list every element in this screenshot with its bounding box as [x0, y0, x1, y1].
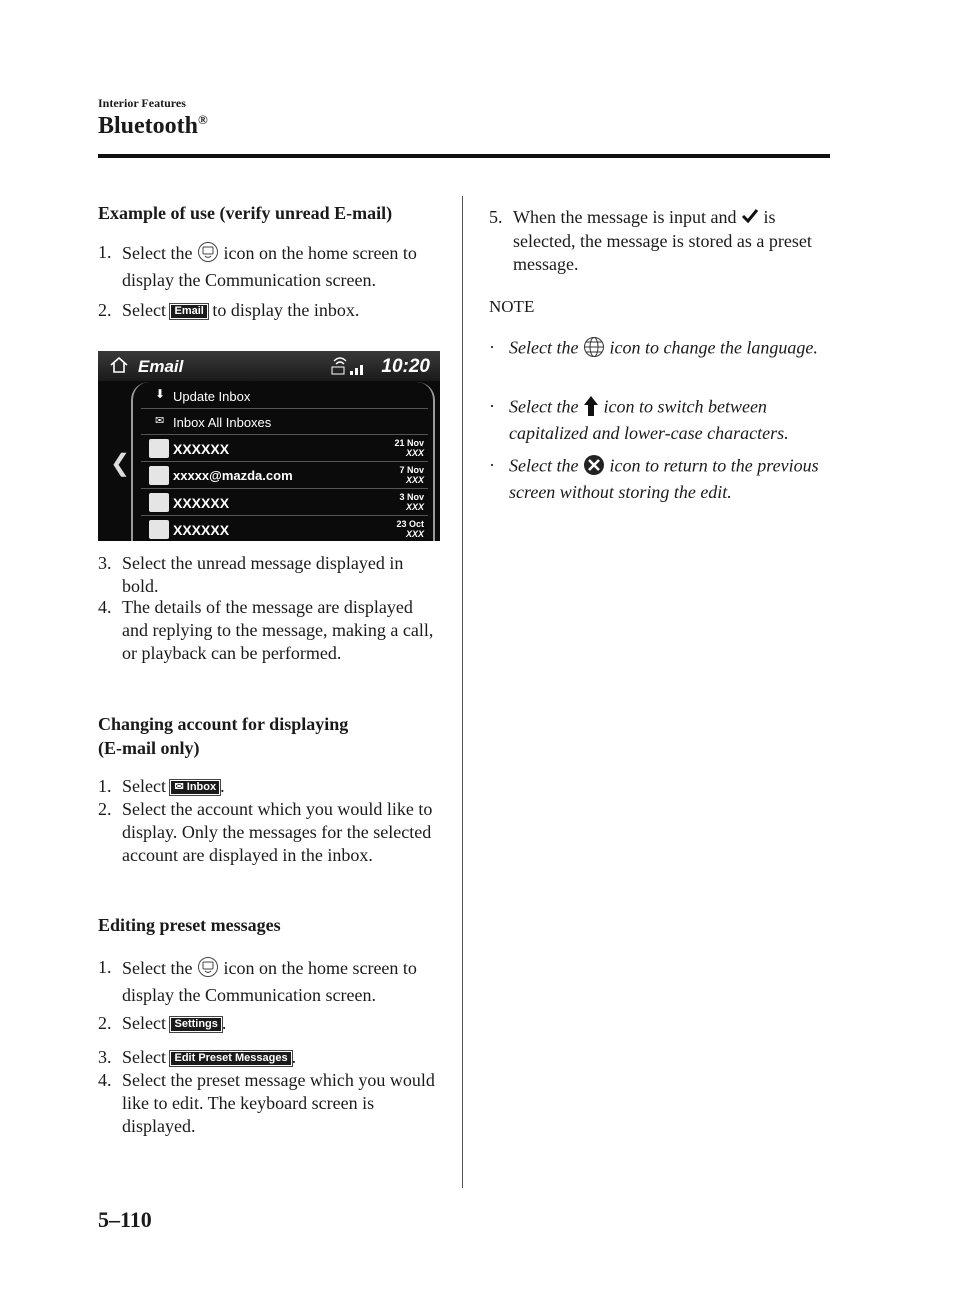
step-2 [98, 299, 443, 322]
heading-verify-email: Example of use (verify unread E-mail) [98, 203, 393, 223]
step-number: 2. [98, 1013, 112, 1033]
bullet: · [489, 455, 495, 475]
note-text: Select the [509, 396, 579, 417]
screen-title: Email [138, 357, 184, 376]
screen-header [98, 351, 440, 381]
list-item [141, 463, 428, 489]
step-number: 2. [98, 799, 112, 819]
registered-mark: ® [198, 112, 208, 127]
note-text-cont: icon to return to the previous screen without storing the edit. [509, 455, 819, 502]
screen-time: 10:20 [381, 356, 430, 377]
inbox-envelope-icon: ✉ [155, 415, 165, 427]
account-step-1 [98, 775, 443, 798]
note-text: Select the [509, 455, 579, 476]
cancel-x-icon [583, 454, 605, 481]
contact-avatar-icon [149, 520, 169, 539]
page-title [98, 112, 208, 140]
home-icon [110, 357, 128, 378]
bullet: · [489, 396, 495, 416]
heading-line: (E-mail only) [98, 738, 200, 758]
step-number: 3. [98, 553, 112, 573]
row-label: Inbox All Inboxes [173, 415, 272, 430]
list-item [141, 490, 428, 516]
step-text-cont: to display the inbox. [212, 300, 360, 320]
communication-icon [197, 241, 219, 269]
edit-preset-messages-button-image: Edit Preset Messages [170, 1051, 291, 1066]
note-text-cont: icon to change the language. [609, 337, 818, 358]
section-label: Interior Features [98, 96, 186, 110]
step-text-cont: . [221, 1013, 227, 1033]
edit-step-4 [98, 1069, 443, 1138]
list-item [141, 436, 428, 462]
edit-step-1 [98, 956, 443, 1007]
contact-avatar-icon [149, 493, 169, 512]
row-date [399, 492, 424, 512]
row-date [396, 519, 424, 539]
row-label: Update Inbox [173, 389, 251, 404]
step-text: When the message is input and [513, 207, 737, 227]
step-text-cont: . [291, 1047, 297, 1067]
status-icons [330, 355, 370, 382]
step-text: Select [122, 1013, 166, 1033]
date-text: 21 Nov [394, 438, 424, 448]
button-text: Inbox [186, 781, 217, 793]
row-label: XXXXXX [173, 441, 230, 457]
step-text: Select the [122, 243, 193, 264]
note-text: Select the [509, 337, 579, 358]
step-number: 2. [98, 300, 112, 320]
step-text-cont: icon on the home screen to display the Communication screen. [122, 958, 417, 1005]
row-date [399, 465, 424, 485]
globe-icon [583, 336, 605, 363]
header-rule [98, 154, 830, 158]
date-text: 3 Nov [399, 492, 424, 502]
heading-line: Changing account for displaying [98, 714, 349, 734]
edit-step-5 [489, 206, 824, 276]
list-item [141, 517, 428, 541]
date-text: 23 Oct [396, 519, 424, 529]
row-date [394, 438, 424, 458]
step-number: 1. [98, 957, 112, 977]
account-step-2 [98, 798, 443, 867]
inbox-button-image: ✉ Inbox [170, 780, 220, 795]
back-chevron-icon: ❮ [110, 450, 131, 477]
date-sub: XXX [405, 502, 424, 512]
heading-editing-preset: Editing preset messages [98, 915, 281, 935]
heading-changing-account [98, 712, 348, 760]
title-text: Bluetooth [98, 113, 199, 139]
step-text: Select the unread message displayed in bold. [122, 553, 404, 596]
step-4 [98, 596, 443, 665]
settings-button-image: Settings [170, 1017, 221, 1032]
download-icon: ⬇ [155, 387, 166, 401]
step-text-cont: icon on the home screen to display the Communication screen. [122, 243, 417, 290]
step-number: 4. [98, 597, 112, 617]
list-item [141, 410, 428, 435]
step-text: Select the [122, 958, 193, 979]
step-3 [98, 552, 443, 598]
column-divider [462, 196, 463, 1188]
step-text: Select [122, 300, 166, 320]
date-text: 7 Nov [399, 465, 424, 475]
email-screen-image [98, 351, 440, 541]
date-sub: XXX [405, 475, 424, 485]
edit-step-3 [98, 1046, 443, 1069]
step-number: 1. [98, 776, 112, 796]
contact-avatar-icon [149, 439, 169, 458]
bullet: · [489, 337, 495, 357]
note-heading: NOTE [489, 297, 535, 316]
step-text: Select the account which you would like to display. Only the messages for the selected account are displayed in the inbox. [122, 799, 433, 865]
note-item [489, 454, 824, 503]
check-icon [741, 207, 759, 230]
inbox-list [131, 382, 435, 541]
row-label: XXXXXX [173, 495, 230, 511]
step-1 [98, 241, 443, 292]
email-button-image: Email [170, 304, 207, 319]
date-sub: XXX [405, 448, 424, 458]
step-number: 1. [98, 242, 112, 262]
row-label: xxxxx@mazda.com [173, 468, 293, 483]
step-number: 4. [98, 1070, 112, 1090]
step-number: 3. [98, 1047, 112, 1067]
step-text: Select the preset message which you would like to edit. The keyboard screen is displayed. [122, 1070, 435, 1136]
note-text-cont: icon to switch between capitalized and lower-case characters. [509, 396, 789, 443]
edit-step-2 [98, 1012, 443, 1035]
communication-icon [197, 956, 219, 984]
list-item [141, 384, 428, 409]
note-item [489, 395, 824, 444]
contact-avatar-icon [149, 466, 169, 485]
step-text: Select [122, 1047, 166, 1067]
note-item [489, 336, 824, 363]
page-number: 5–110 [98, 1207, 152, 1232]
step-text: Select [122, 776, 166, 796]
row-label: XXXXXX [173, 522, 230, 538]
step-text-cont: is selected, the message is stored as a preset message. [513, 207, 812, 275]
step-text: The details of the message are displayed and replying to the message, making a call, or playback can be performed. [122, 597, 434, 663]
step-text-cont: . [220, 776, 225, 796]
date-sub: XXX [405, 529, 424, 539]
step-number: 5. [489, 207, 503, 227]
shift-arrow-icon [583, 395, 599, 422]
